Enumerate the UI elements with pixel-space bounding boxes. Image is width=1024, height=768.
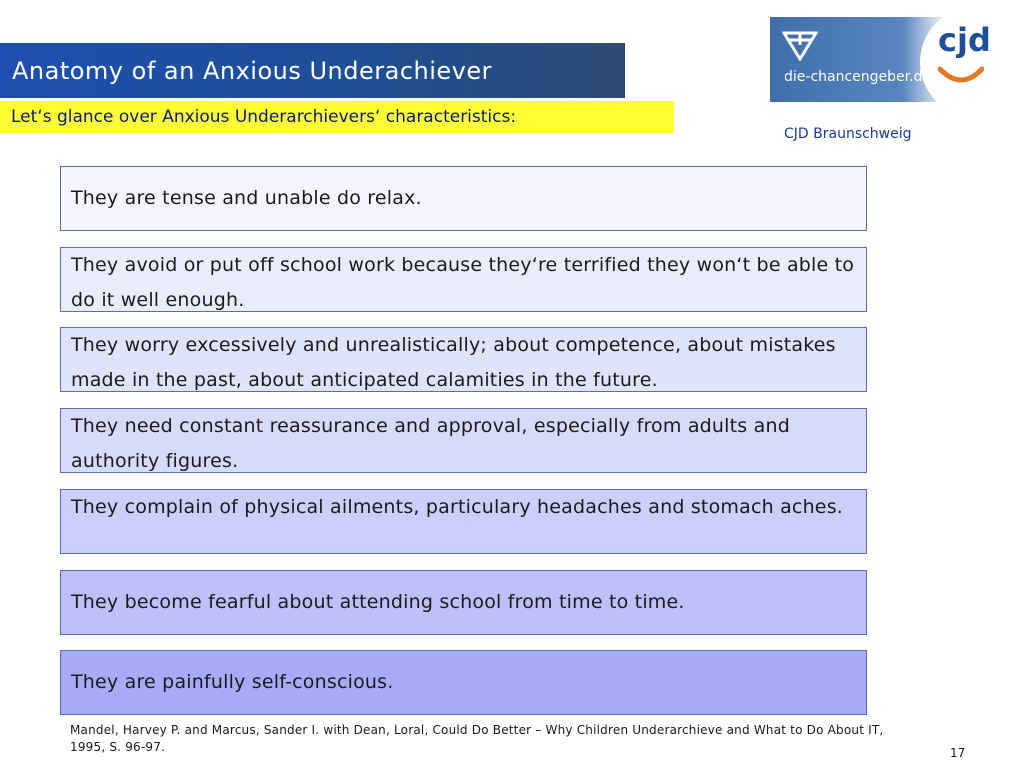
characteristic-item: They are painfully self-conscious. — [60, 650, 867, 715]
characteristic-item: They need constant reassurance and approval, especially from adults and authority figures. — [60, 408, 867, 473]
logo-brand: cjd — [938, 21, 991, 59]
organization-name: CJD Braunschweig — [784, 126, 912, 142]
smile-icon — [938, 65, 984, 89]
characteristic-item: They become fearful about attending school from time to time. — [60, 570, 867, 635]
characteristic-item: They worry excessively and unrealistically; about competence, about mistakes made in the past, about anticipated calamities in the future. — [60, 327, 867, 392]
characteristic-item: They complain of physical ailments, particulary headaches and stomach aches. — [60, 489, 867, 554]
reference-citation: Mandel, Harvey P. and Marcus, Sander I. with Dean, Loral, Could Do Better – Why Children Underarchieve and What to Do About IT, 1995, S. 96-97. — [70, 723, 884, 754]
slide-title: Anatomy of an Anxious Underachiever — [12, 56, 493, 85]
characteristic-item: They avoid or put off school work because they‘re terrified they won‘t be able to do it well enough. — [60, 247, 867, 312]
cjd-logo — [770, 17, 991, 102]
cross-emblem-icon — [782, 31, 818, 61]
title-bar — [0, 43, 625, 98]
page-number: 17 — [950, 746, 966, 760]
subtitle-bar — [0, 101, 674, 133]
logo-url: die-chancengeber.de — [784, 69, 932, 85]
slide-subtitle: Let‘s glance over Anxious Underarchievers‘ characteristics: — [11, 107, 517, 127]
characteristic-item: They are tense and unable do relax. — [60, 166, 867, 231]
